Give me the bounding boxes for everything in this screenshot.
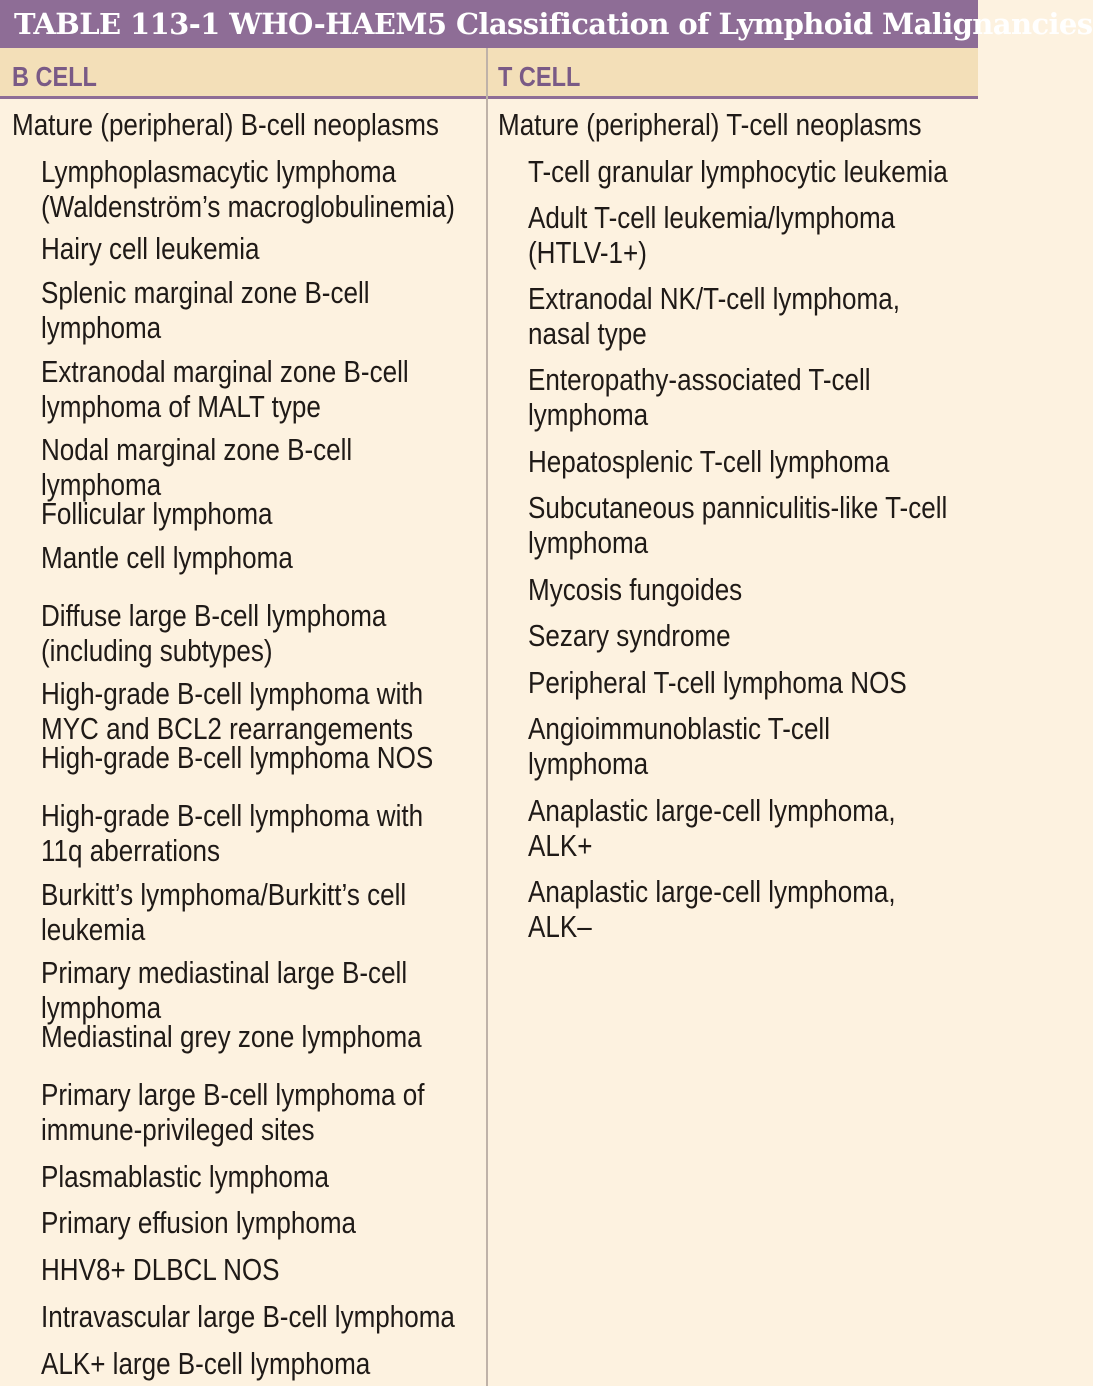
b-cell-neoplasm-item: Extranodal marginal zone B-cell bbox=[41, 354, 409, 389]
b-cell-neoplasm-item: Lymphoplasmacytic lymphoma bbox=[41, 154, 397, 189]
b-cell-group-heading: Mature (peripheral) B-cell neoplasms bbox=[12, 107, 439, 142]
b-cell-neoplasm-item: HHV8+ DLBCL NOS bbox=[41, 1252, 280, 1287]
t-cell-neoplasm-item: Peripheral T-cell lymphoma NOS bbox=[528, 665, 907, 700]
b-cell-neoplasm-item: Hairy cell leukemia bbox=[41, 231, 260, 266]
b-cell-neoplasm-item: Plasmablastic lymphoma bbox=[41, 1159, 330, 1194]
b-cell-neoplasm-item: Burkitt’s lymphoma/Burkitt’s cell bbox=[41, 877, 407, 912]
b-cell-column-header: B CELL bbox=[12, 61, 97, 92]
b-cell-neoplasm-item: Mediastinal grey zone lymphoma bbox=[41, 1019, 422, 1054]
t-cell-neoplasm-item: lymphoma bbox=[528, 397, 649, 432]
b-cell-neoplasm-item: (Waldenström’s macroglobulinemia) bbox=[41, 189, 455, 224]
b-cell-neoplasm-item: Splenic marginal zone B-cell bbox=[41, 275, 370, 310]
t-cell-neoplasm-item: Angioimmunoblastic T-cell bbox=[528, 711, 831, 746]
b-cell-neoplasm-item: 11q aberrations bbox=[41, 833, 221, 868]
b-cell-neoplasm-item: Primary mediastinal large B-cell bbox=[41, 955, 408, 990]
t-cell-neoplasm-item: T-cell granular lymphocytic leukemia bbox=[528, 154, 948, 189]
t-cell-neoplasm-item: (HTLV-1+) bbox=[528, 235, 647, 270]
t-cell-neoplasm-item: Enteropathy-associated T-cell bbox=[528, 362, 871, 397]
b-cell-neoplasm-item: High-grade B-cell lymphoma with bbox=[41, 676, 424, 711]
b-cell-neoplasm-item: leukemia bbox=[41, 912, 146, 947]
t-cell-neoplasm-item: Hepatosplenic T-cell lymphoma bbox=[528, 444, 890, 479]
b-cell-neoplasm-item: Primary effusion lymphoma bbox=[41, 1205, 357, 1240]
column-header-row bbox=[0, 48, 978, 99]
t-cell-neoplasm-item: ALK– bbox=[528, 909, 592, 944]
b-cell-neoplasm-item: lymphoma of MALT type bbox=[41, 389, 321, 424]
b-cell-neoplasm-item: High-grade B-cell lymphoma NOS bbox=[41, 740, 434, 775]
table-title: TABLE 113-1 WHO-HAEM5 Classification of Lymphoid Malignancies bbox=[0, 0, 978, 48]
b-cell-neoplasm-item: Intravascular large B-cell lymphoma bbox=[41, 1299, 455, 1334]
b-cell-neoplasm-item: Primary large B-cell lymphoma of bbox=[41, 1077, 425, 1112]
b-cell-neoplasm-item: lymphoma bbox=[41, 310, 162, 345]
b-cell-neoplasm-item: Diffuse large B-cell lymphoma bbox=[41, 598, 387, 633]
t-cell-neoplasm-item: Sezary syndrome bbox=[528, 618, 731, 653]
t-cell-neoplasm-item: Anaplastic large-cell lymphoma, bbox=[528, 793, 896, 828]
b-cell-neoplasm-item: MYC and BCL2 rearrangements bbox=[41, 711, 413, 746]
b-cell-neoplasm-item: High-grade B-cell lymphoma with bbox=[41, 798, 424, 833]
t-cell-neoplasm-item: Extranodal NK/T-cell lymphoma, bbox=[528, 281, 900, 316]
t-cell-neoplasm-item: nasal type bbox=[528, 316, 647, 351]
t-cell-neoplasm-item: ALK+ bbox=[528, 828, 593, 863]
b-cell-neoplasm-item: lymphoma bbox=[41, 990, 162, 1025]
t-cell-neoplasm-item: Subcutaneous panniculitis-like T-cell bbox=[528, 490, 948, 525]
b-cell-neoplasm-item: lymphoma bbox=[41, 467, 162, 502]
b-cell-neoplasm-item: Nodal marginal zone B-cell bbox=[41, 432, 353, 467]
column-divider bbox=[486, 48, 488, 1386]
b-cell-neoplasm-item: (including subtypes) bbox=[41, 633, 273, 668]
t-cell-neoplasm-item: Anaplastic large-cell lymphoma, bbox=[528, 874, 896, 909]
t-cell-group-heading: Mature (peripheral) T-cell neoplasms bbox=[498, 107, 922, 142]
t-cell-neoplasm-item: lymphoma bbox=[528, 525, 649, 560]
t-cell-neoplasm-item: lymphoma bbox=[528, 746, 649, 781]
t-cell-neoplasm-item: Adult T-cell leukemia/lymphoma bbox=[528, 200, 896, 235]
t-cell-column-header: T CELL bbox=[498, 61, 581, 92]
b-cell-neoplasm-item: Mantle cell lymphoma bbox=[41, 540, 293, 575]
t-cell-neoplasm-item: Mycosis fungoides bbox=[528, 572, 743, 607]
b-cell-neoplasm-item: ALK+ large B-cell lymphoma bbox=[41, 1346, 371, 1381]
b-cell-neoplasm-item: Follicular lymphoma bbox=[41, 496, 273, 531]
b-cell-neoplasm-item: immune-privileged sites bbox=[41, 1112, 315, 1147]
